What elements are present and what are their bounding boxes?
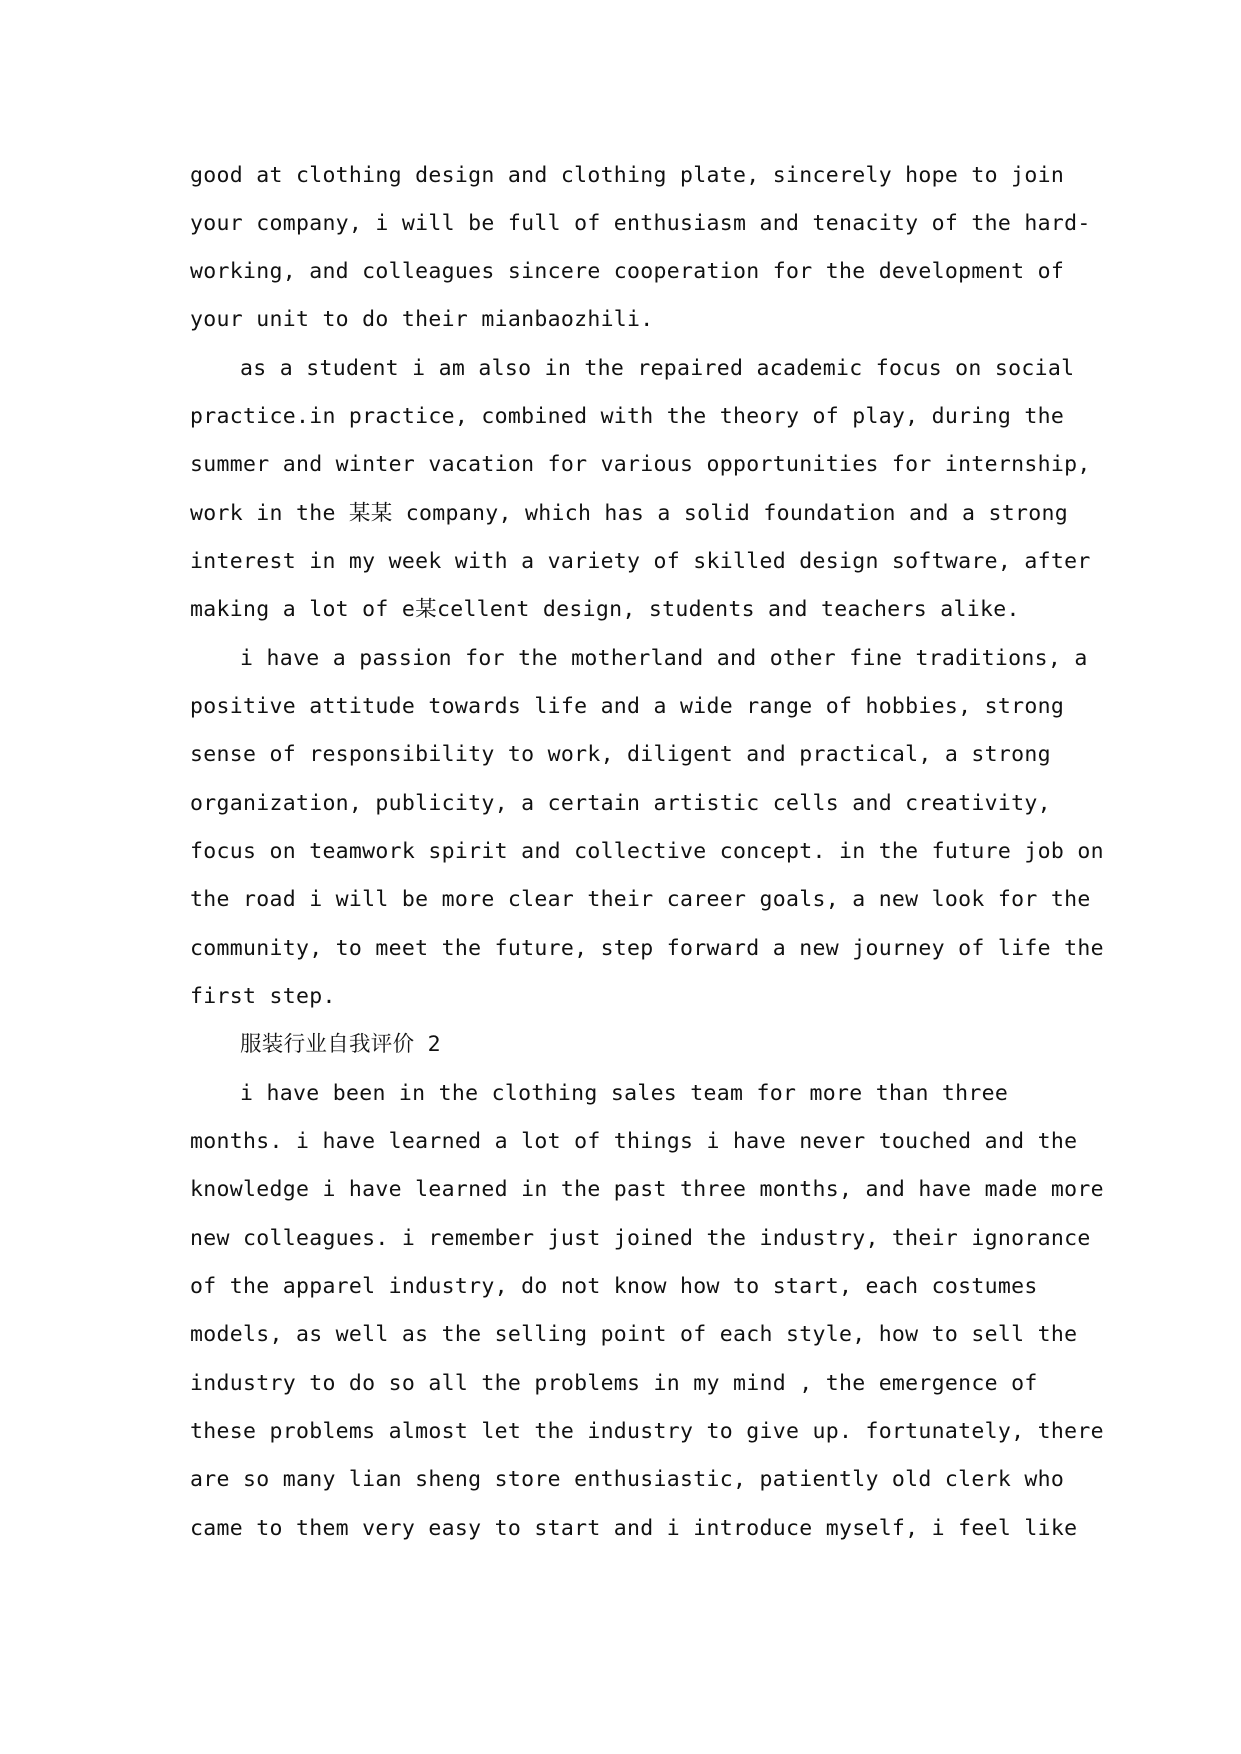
text-line: months. i have learned a lot of things i have never touched and the	[190, 1129, 1078, 1154]
text-line: making a lot of e某cellent design, students and teachers alike.	[190, 597, 1020, 622]
paragraph-first-line: i have been in the clothing sales team for more than three	[240, 1081, 1009, 1106]
text-line: positive attitude towards life and a wide range of hobbies, strong	[190, 694, 1065, 719]
text-line: first step.	[190, 984, 336, 1009]
text-line: work in the 某某 company, which has a solid foundation and a strong	[190, 501, 1068, 526]
text-line: are so many lian sheng store enthusiastic, patiently old clerk who	[190, 1467, 1065, 1492]
text-line: working, and colleagues sincere cooperation for the development of	[190, 259, 1065, 284]
section-heading: 服装行业自我评价 2	[240, 1032, 441, 1057]
text-line: summer and winter vacation for various opportunities for internship,	[190, 452, 1091, 477]
text-line: industry to do so all the problems in my mind , the emergence of	[190, 1371, 1038, 1396]
text-line: practice.in practice, combined with the theory of play, during the	[190, 404, 1065, 429]
text-line: models, as well as the selling point of each style, how to sell the	[190, 1322, 1078, 1347]
text-line: new colleagues. i remember just joined the industry, their ignorance	[190, 1226, 1091, 1251]
paragraph-first-line: as a student i am also in the repaired academic focus on social	[240, 356, 1075, 381]
text-line: of the apparel industry, do not know how to start, each costumes	[190, 1274, 1038, 1299]
paragraph-first-line: i have a passion for the motherland and other fine traditions, a	[240, 646, 1088, 671]
text-line: sense of responsibility to work, diligent and practical, a strong	[190, 742, 1051, 767]
text-line: came to them very easy to start and i introduce myself, i feel like	[190, 1516, 1078, 1541]
text-line: good at clothing design and clothing plate, sincerely hope to join	[190, 163, 1065, 188]
text-line: your company, i will be full of enthusiasm and tenacity of the hard-	[190, 211, 1091, 236]
text-line: interest in my week with a variety of skilled design software, after	[190, 549, 1091, 574]
text-line: knowledge i have learned in the past three months, and have made more	[190, 1177, 1104, 1202]
text-line: focus on teamwork spirit and collective concept. in the future job on	[190, 839, 1104, 864]
text-line: these problems almost let the industry to give up. fortunately, there	[190, 1419, 1104, 1444]
text-line: organization, publicity, a certain artistic cells and creativity,	[190, 791, 1051, 816]
text-line: the road i will be more clear their career goals, a new look for the	[190, 887, 1091, 912]
text-line: community, to meet the future, step forward a new journey of life the	[190, 936, 1104, 961]
text-line: your unit to do their mianbaozhili.	[190, 307, 654, 332]
